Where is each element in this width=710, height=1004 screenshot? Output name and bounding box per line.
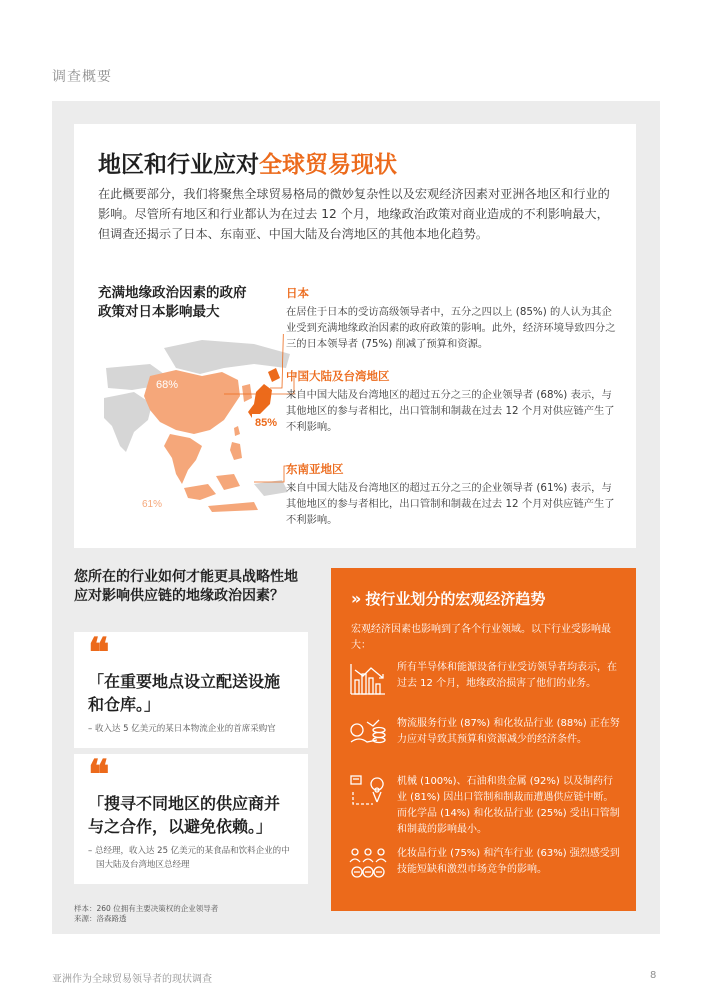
- asia-map: [104, 334, 300, 526]
- map-region-indonesia: [184, 484, 216, 500]
- footnote-sample: 样本：260 位拥有主要决策权的企业领导者: [74, 904, 219, 913]
- map-region-india: [104, 392, 152, 452]
- region-text: 来自中国大陆及台湾地区的超过五分之三的企业领导者 (61%) 表示，与其他地区的参与者相比，出口管制和制裁在过去 12 个月对供应链产生了不利影响。: [286, 482, 615, 526]
- map-region-japan: [248, 384, 272, 418]
- quote-text: 「搜寻不同地区的供应商并与之合作，以避免依赖。」: [88, 794, 281, 836]
- question-heading: 您所在的行业如何才能更具战略性地应对影响供应链的地缘政治因素？: [74, 569, 298, 604]
- macro-item-text: 所有半导体和能源设备行业受访领导者均表示，在过去 12 个月，地缘政治损害了他们的业务。: [397, 662, 617, 689]
- quote-source: – 收入达 5 亿美元的某日本物流企业的首席采购官: [88, 724, 276, 734]
- coins-hand-icon: [347, 716, 389, 754]
- quote-card: [74, 751, 308, 884]
- region-japan: [286, 285, 616, 352]
- macro-title-text: 按行业划分的宏观经济趋势: [365, 590, 546, 608]
- macro-item-text: 机械 (100%)、石油和贵金属 (92%) 以及制药行业 (81%) 因出口管制和制裁而遭遇供应链中断。而化学品 (14%) 和化妆品行业 (25%) 受出口管制和制裁的影响最小。: [397, 776, 620, 835]
- map-label-japan: 85%: [255, 417, 278, 429]
- macro-item-text: 物流服务行业 (87%) 和化妆品行业 (88%) 正在努力应对导致其预算和资源减少的经济条件。: [397, 718, 620, 745]
- quote-card: [74, 629, 308, 748]
- page-title-part1: 地区和行业应对: [98, 152, 259, 178]
- intro-paragraph: 在此概要部分，我们将聚焦全球贸易格局的微妙复杂性以及宏观经济因素对亚洲各地区和行业的影响。尽管所有地区和行业都认为在过去 12 个月，地缘政治政策对商业造成的不利影响最大，但调查还揭示了日本、东南亚、中国大陆及台湾地区的其他本地化趋势。: [98, 187, 610, 241]
- region-southeast-asia: [286, 461, 616, 528]
- region-name: 中国大陆及台湾地区: [286, 369, 390, 383]
- macro-item-text: 化妆品行业 (75%) 和汽车行业 (63%) 强烈感受到技能短缺和激烈市场竞争的影响。: [397, 848, 620, 875]
- macro-title: [351, 588, 545, 609]
- page-title-accent: 全球贸易现状: [259, 152, 397, 178]
- quote-source: – 总经理，收入达 25 亿美元的某食品和饮料企业的中国大陆及台湾地区总经理: [88, 846, 290, 870]
- regions-card: [74, 124, 636, 548]
- map-region-sea-mainland: [164, 434, 202, 484]
- location-route-icon: [347, 774, 389, 812]
- region-text: 来自中国大陆及台湾地区的超过五分之三的企业领导者 (68%) 表示，与其他地区的参与者相比，出口管制和制裁在过去 12 个月对供应链产生了不利影响。: [286, 389, 615, 433]
- page-number: 8: [650, 970, 657, 981]
- map-label-sea: 61%: [142, 499, 163, 510]
- region-name: 东南亚地区: [286, 462, 344, 476]
- footer-title: 亚洲作为全球贸易领导者的现状调查: [52, 974, 212, 985]
- map-region-korea: [242, 384, 252, 402]
- macro-subtitle: 宏观经济因素也影响到了各个行业领域。以下行业受影响最大：: [351, 624, 611, 651]
- quote-text: 「在重要地点设立配送设施和仓库。」: [88, 672, 281, 714]
- bar-chart-icon: [347, 660, 389, 698]
- map-heading: 充满地缘政治因素的政府政策对日本影响最大: [98, 285, 247, 320]
- region-text: 在居住于日本的受访高级领导者中，五分之四以上 (85%) 的人认为其企业受到充满地缘政治因素的政府政策的影响。此外，经济环境导致四分之三的日本领导者 (75%) 削减了预算和资源。: [286, 306, 616, 350]
- map-label-china: 68%: [156, 379, 179, 391]
- quote-mark-icon: ❝: [88, 751, 110, 798]
- page-title: [98, 146, 397, 179]
- region-china-taiwan: [286, 368, 616, 435]
- quote-mark-icon: ❝: [88, 629, 110, 676]
- macro-trends-panel: [331, 568, 636, 911]
- chevron-right-icon: »: [351, 589, 358, 608]
- section-label: 调查概要: [52, 69, 112, 85]
- map-region-north: [164, 340, 290, 374]
- map-region-taiwan: [234, 426, 240, 436]
- footnote-source: 来源：洛森路透: [74, 914, 127, 923]
- region-name: 日本: [286, 286, 309, 300]
- footnote: [74, 904, 218, 924]
- people-icon: [347, 846, 389, 884]
